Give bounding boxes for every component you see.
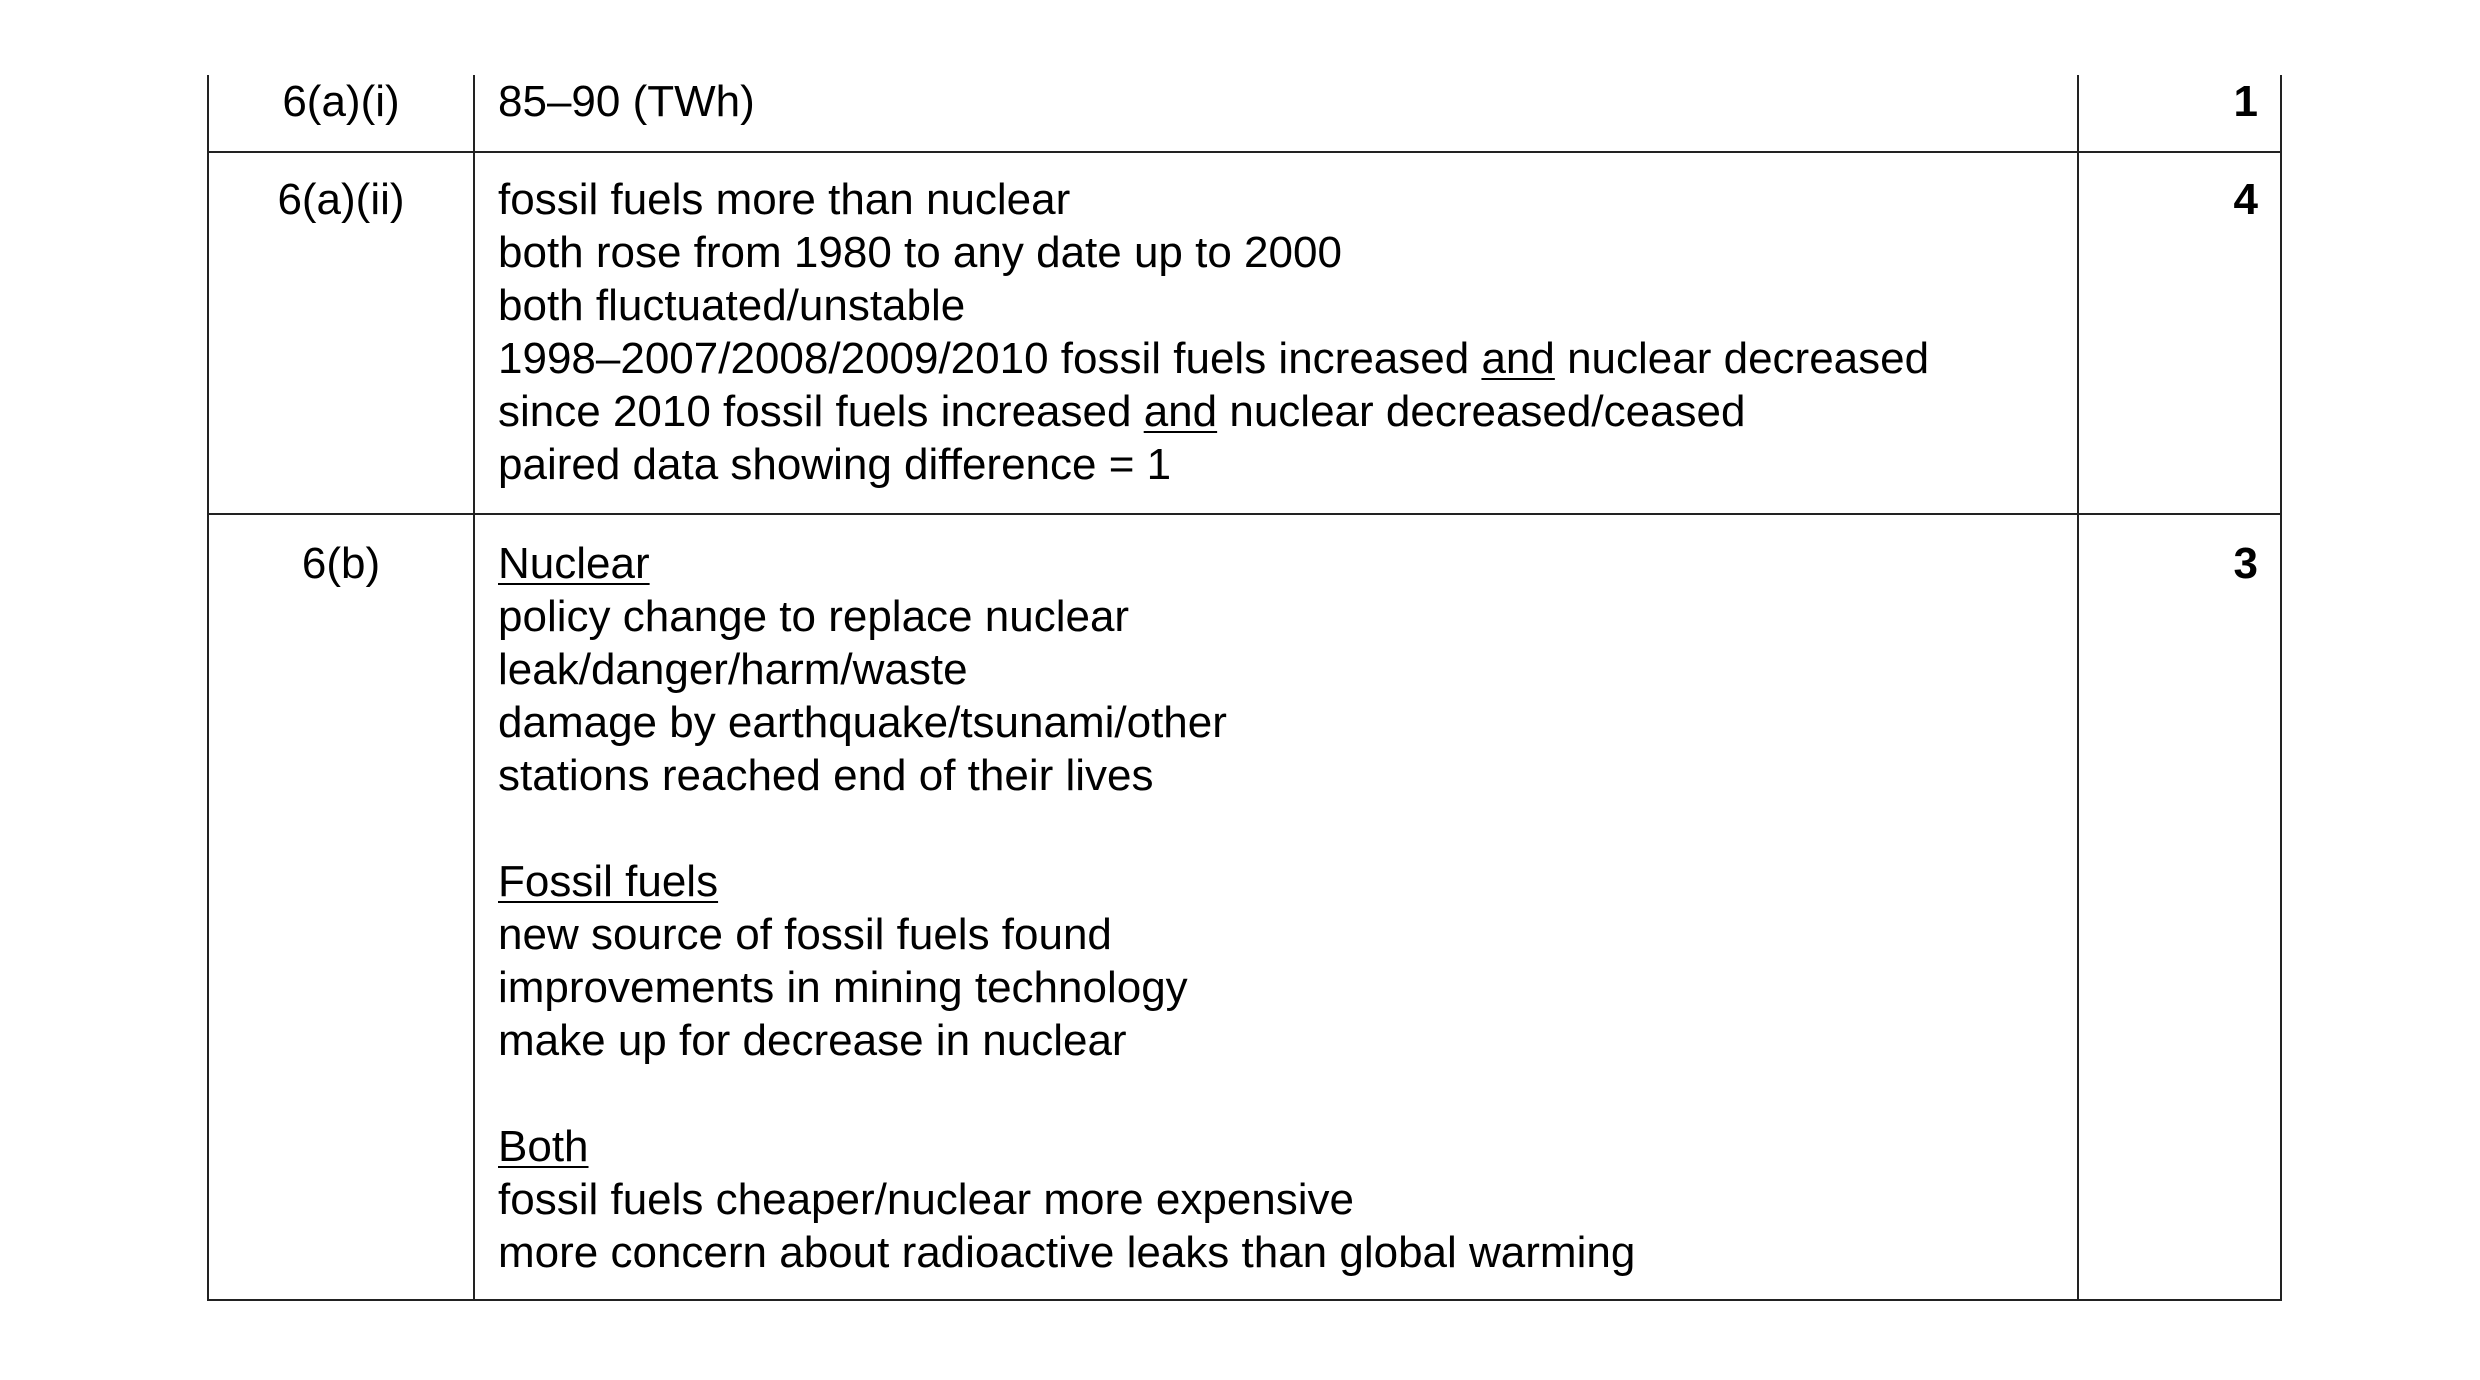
answer-line: more concern about radioactive leaks than global warming xyxy=(498,1228,1636,1277)
answer-line: stations reached end of their lives xyxy=(498,751,1154,800)
answer-line: both rose from 1980 to any date up to 2000 xyxy=(498,228,1342,277)
question-number-cell xyxy=(208,75,474,152)
answer-cell xyxy=(474,152,2078,514)
marks-value: 3 xyxy=(2233,539,2258,588)
answer-text: nuclear decreased xyxy=(1554,334,1930,383)
answer-line: new source of fossil fuels found xyxy=(498,910,1112,959)
question-number-cell xyxy=(208,152,474,514)
underlined-word: and xyxy=(1143,387,1218,436)
group-heading-both: Both xyxy=(498,1122,589,1171)
group-heading-nuclear: Nuclear xyxy=(498,539,650,588)
group-heading-fossil-fuels: Fossil fuels xyxy=(498,857,719,906)
answer-line: both fluctuated/unstable xyxy=(498,281,966,330)
answer-line: policy change to replace nuclear xyxy=(498,592,1130,641)
answer-line xyxy=(498,385,2067,438)
question-number: 6(a)(ii) xyxy=(277,175,405,224)
table-row xyxy=(208,75,2281,152)
table-row xyxy=(208,514,2281,1300)
marks-cell xyxy=(2078,152,2281,514)
answer-line: fossil fuels cheaper/nuclear more expensive xyxy=(498,1175,1355,1224)
spacer xyxy=(498,802,2067,855)
answer-text: nuclear decreased/ceased xyxy=(1217,387,1746,436)
underlined-word: and xyxy=(1481,334,1555,383)
answer-line: damage by earthquake/tsunami/other xyxy=(498,698,1227,747)
answer-text: 1998–2007/2008/2009/2010 fossil fuels increased xyxy=(498,334,1482,383)
answer-cell xyxy=(474,514,2078,1300)
answer-text: since 2010 fossil fuels increased xyxy=(498,387,1144,436)
question-number-cell xyxy=(208,514,474,1300)
question-number: 6(a)(i) xyxy=(282,77,400,126)
mark-scheme-table xyxy=(207,75,2282,1301)
marks-value: 4 xyxy=(2233,175,2258,224)
answer-line: paired data showing difference = 1 xyxy=(498,440,1172,489)
marks-cell xyxy=(2078,514,2281,1300)
answer-line: fossil fuels more than nuclear xyxy=(498,175,1071,224)
answer-line xyxy=(498,332,2067,385)
table-row xyxy=(208,152,2281,514)
answer-line: 85–90 (TWh) xyxy=(498,77,755,126)
spacer xyxy=(498,1067,2067,1120)
answer-cell xyxy=(474,75,2078,152)
answer-line: make up for decrease in nuclear xyxy=(498,1016,1127,1065)
answer-line: leak/danger/harm/waste xyxy=(498,645,968,694)
marks-value: 1 xyxy=(2233,77,2258,126)
answer-line: improvements in mining technology xyxy=(498,963,1188,1012)
marks-cell xyxy=(2078,75,2281,152)
question-number: 6(b) xyxy=(301,539,381,588)
